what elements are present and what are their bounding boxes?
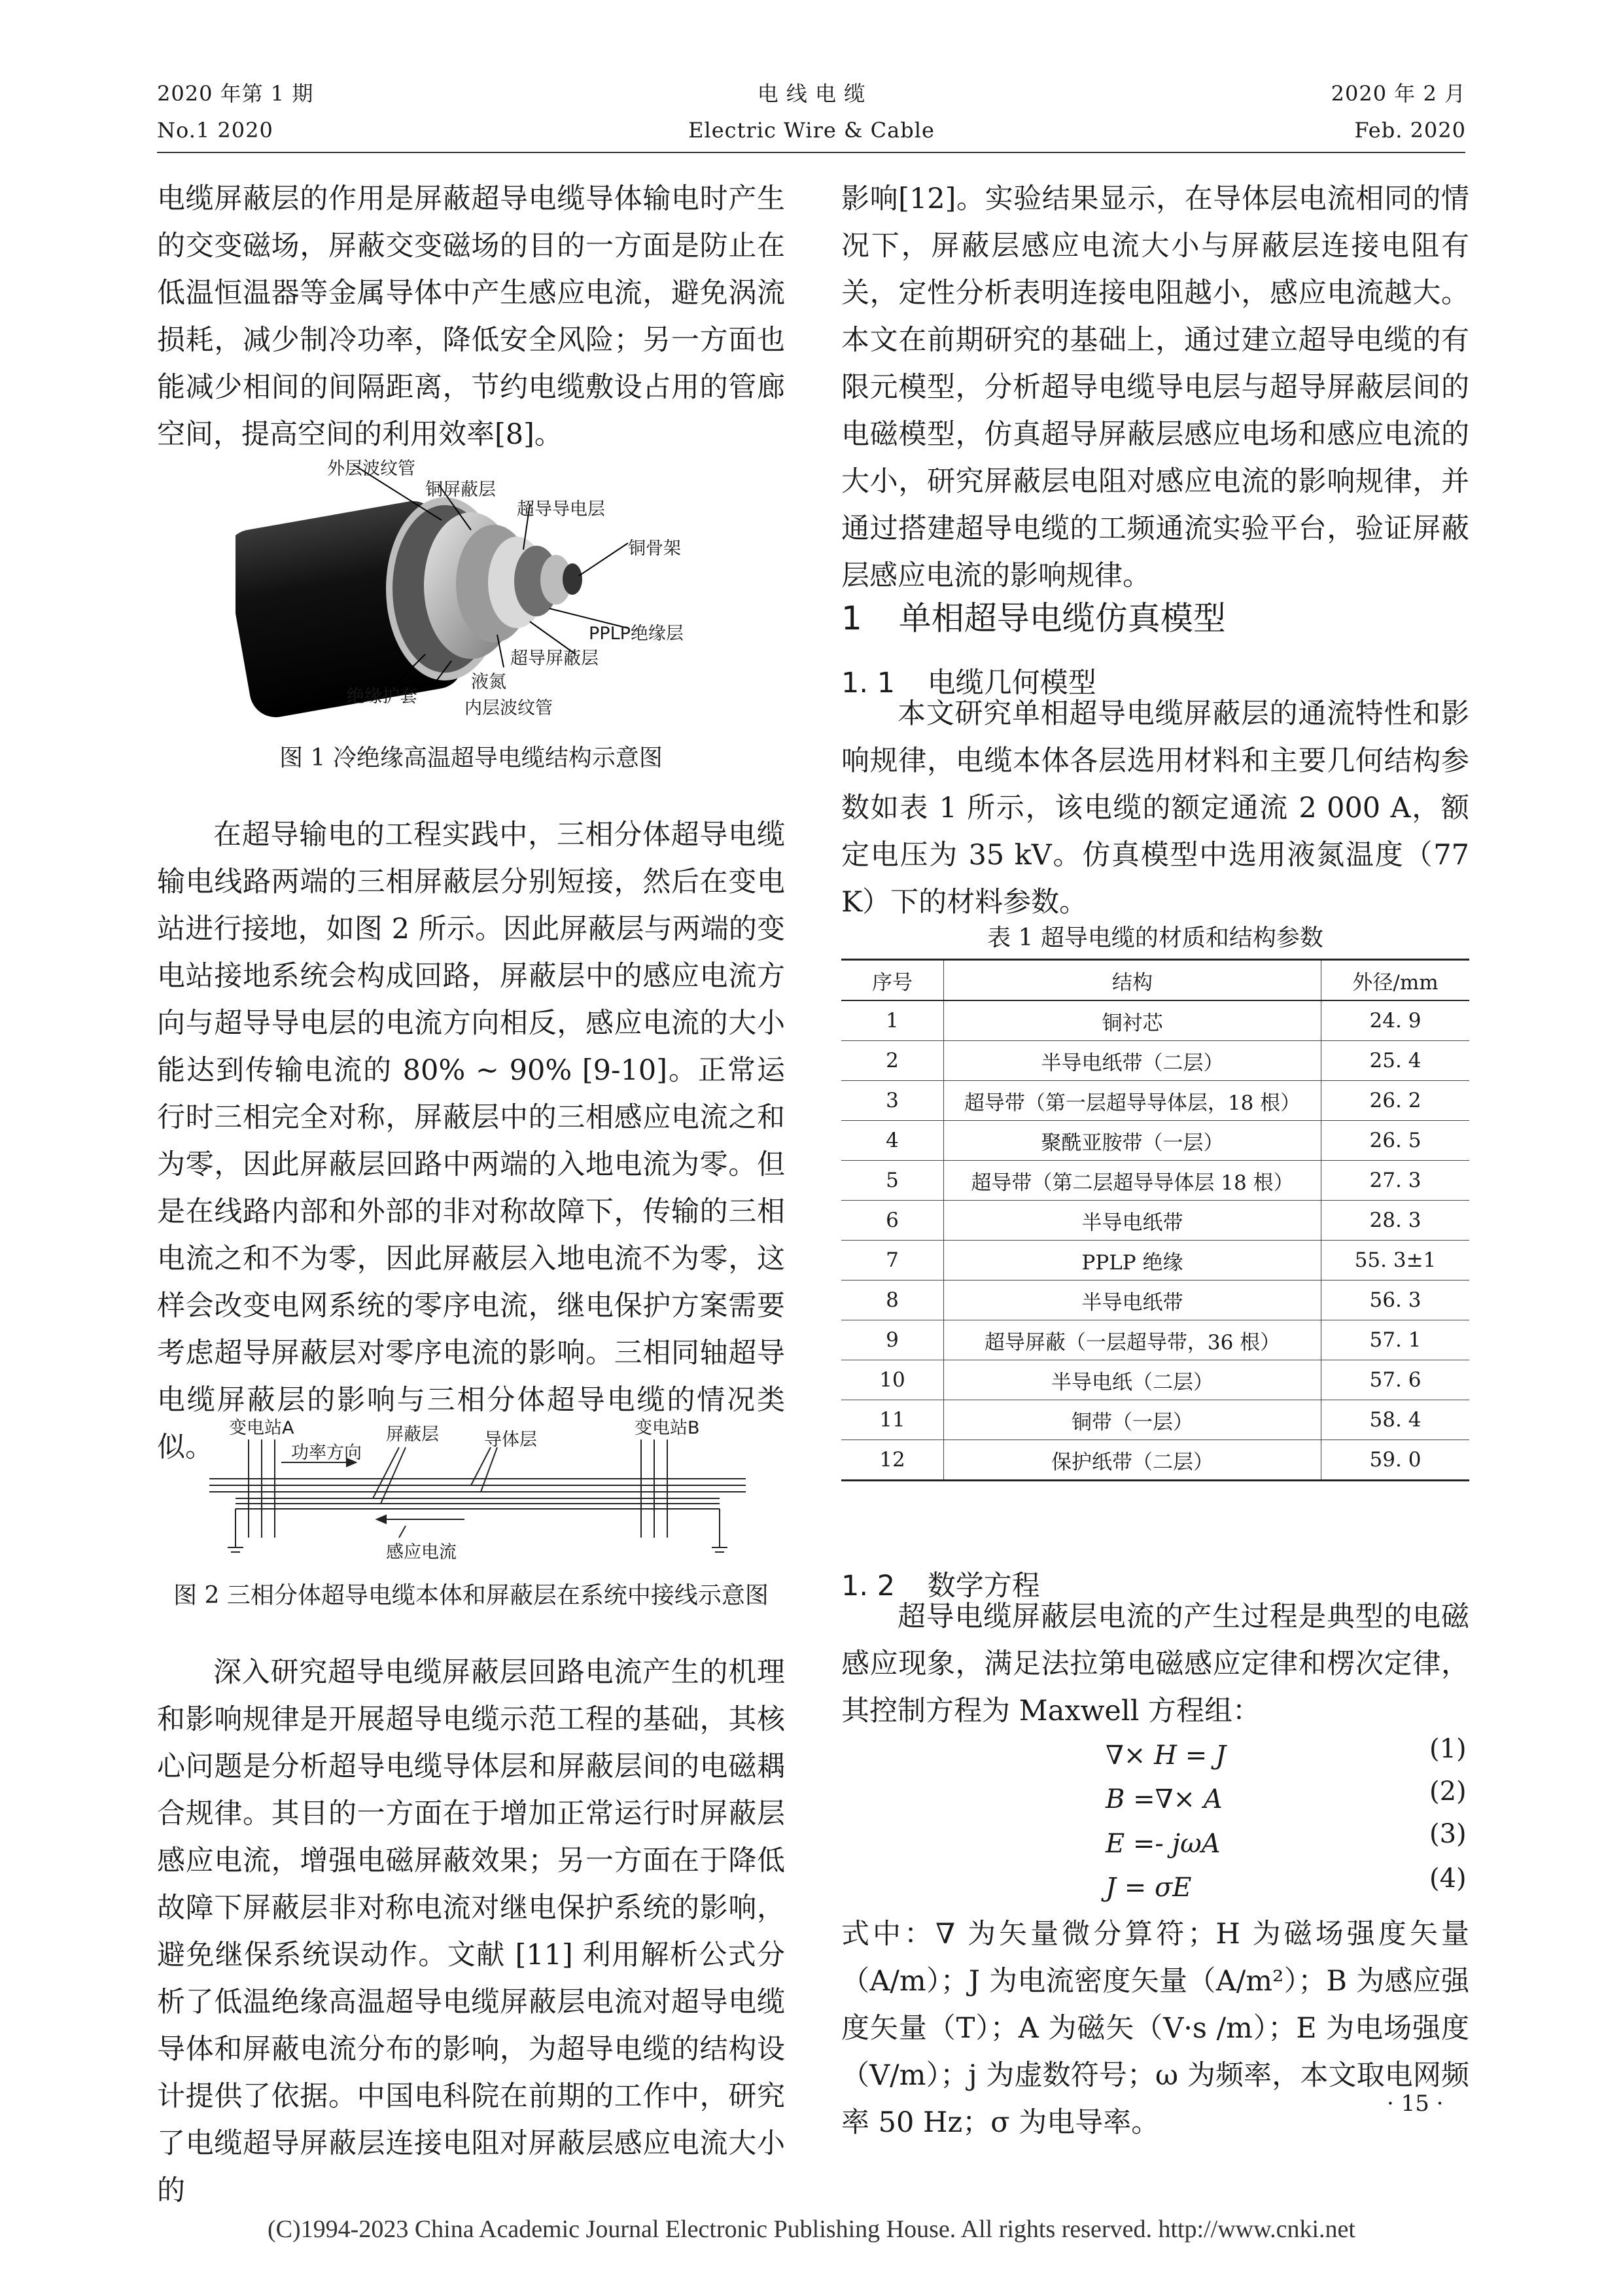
cell-structure: 超导屏蔽（一层超导带，36 根） xyxy=(944,1320,1321,1360)
left-para-3 xyxy=(157,1649,785,2214)
cell-diameter: 26. 5 xyxy=(1321,1121,1470,1161)
cell-index: 1 xyxy=(841,1000,944,1041)
figure-1-caption: 图 1 冷绝缘高温超导电缆结构示意图 xyxy=(279,745,663,771)
equation-1: ∇× H = J xyxy=(1106,1740,1227,1771)
equation-2: B =∇× A xyxy=(1106,1784,1223,1814)
label-induced-current: 感应电流 xyxy=(386,1542,457,1563)
cell-diameter: 58. 4 xyxy=(1321,1400,1470,1440)
section-1-2-number: 1. 2 xyxy=(841,1570,896,1602)
page-number: · 15 · xyxy=(1387,2091,1444,2117)
cell-index: 5 xyxy=(841,1161,944,1201)
cell-diameter: 57. 1 xyxy=(1321,1320,1470,1360)
label-inner-tube: 内层波纹管 xyxy=(464,698,553,718)
table-1-caption: 表 1 超导电缆的材质和结构参数 xyxy=(987,925,1323,951)
cell-structure: 超导带（第二层超导导体层 18 根） xyxy=(944,1161,1321,1201)
col-header-index: 序号 xyxy=(841,960,944,1001)
table-row xyxy=(841,1201,1469,1241)
cell-structure: 铜衬芯 xyxy=(944,1000,1321,1041)
table-row xyxy=(841,1440,1469,1481)
table-row xyxy=(841,1161,1469,1201)
equation-4: J = σE xyxy=(1106,1873,1192,1903)
figure-1 xyxy=(236,445,746,726)
label-substation-b: 变电站B xyxy=(635,1418,700,1438)
cell-diameter: 55. 3±1 xyxy=(1321,1241,1470,1280)
cell-diameter: 28. 3 xyxy=(1321,1201,1470,1241)
copyright-notice: (C)1994-2023 China Academic Journal Electronic Publishing House. All rights reserved. http://www.cnki.net xyxy=(268,2216,1355,2243)
cell-diameter: 26. 2 xyxy=(1321,1081,1470,1121)
label-sc-shield: 超导屏蔽层 xyxy=(510,648,599,669)
cell-diameter: 57. 6 xyxy=(1321,1360,1470,1400)
equation-2-number: (2) xyxy=(1429,1776,1467,1807)
equation-1-number: (1) xyxy=(1429,1734,1467,1764)
cell-index: 4 xyxy=(841,1121,944,1161)
para-previous-work: 影响[12]。实验结果显示，在导体层电流相同的情况下，屏蔽层感应电流大小与屏蔽层连接电阻有关，定性分析表明连接电阻越小，感应电流越大。本文在前期研究的基础上，通过建立超导电缆的有限元模型，分析超导电缆导电层与超导屏蔽层间的电磁模型，仿真超导屏蔽层感应电场和感应电流的大小，研究屏蔽层电阻对感应电流的影响规律，并通过搭建超导电缆的工频通流实验平台，验证屏蔽层感应电流的影响规律。 xyxy=(841,183,1469,592)
cell-index: 10 xyxy=(841,1360,944,1400)
table-row xyxy=(841,1360,1469,1400)
left-para-1 xyxy=(157,175,785,458)
label-shield-layer: 屏蔽层 xyxy=(386,1424,439,1445)
cell-index: 11 xyxy=(841,1400,944,1440)
cell-structure: 半导电纸（二层） xyxy=(944,1360,1321,1400)
table-row xyxy=(841,1121,1469,1161)
figure-2 xyxy=(209,1407,746,1564)
section-1-number: 1 xyxy=(841,599,862,637)
right-para-0 xyxy=(841,175,1469,599)
cell-diameter: 27. 3 xyxy=(1321,1161,1470,1201)
left-para-2 xyxy=(157,811,785,1471)
right-para-1 xyxy=(841,690,1469,926)
figure-2-caption: 图 2 三相分体超导电缆本体和屏蔽层在系统中接线示意图 xyxy=(173,1582,769,1609)
para-symbol-definitions: 式中：∇ 为矢量微分算符；H 为磁场强度矢量（A/m）；J 为电流密度矢量（A/m²）；B 为感应强度矢量（T）；A 为磁矢（V·s /m）；E 为电场强度（V/m）；j 为虚数符号；ω 为频率，本文取电网频率 50 Hz；σ 为电导率。 xyxy=(841,1918,1469,2139)
section-1-1-number: 1. 1 xyxy=(841,667,896,699)
cell-index: 3 xyxy=(841,1081,944,1121)
label-substation-a: 变电站A xyxy=(229,1418,294,1438)
table-row xyxy=(841,1320,1469,1360)
label-power-direction: 功率方向 xyxy=(291,1443,362,1463)
table-row xyxy=(841,1081,1469,1121)
col-header-diameter: 外径/mm xyxy=(1321,960,1470,1001)
section-1-1-title: 电缆几何模型 xyxy=(927,667,1096,699)
header-date-cn: 2020 年 2 月 xyxy=(1331,81,1466,106)
para-geometry-model: 本文研究单相超导电缆屏蔽层的通流特性和影响规律，电缆本体各层选用材料和主要几何结构参数如表 1 所示，该电缆的额定通流 2 000 A，额定电压为 35 kV。仿真模型中选用液氮温度（77 K）下的材料参数。 xyxy=(841,698,1469,919)
material-structure-table xyxy=(841,959,1469,1481)
cell-diameter: 59. 0 xyxy=(1321,1440,1470,1481)
cell-diameter: 25. 4 xyxy=(1321,1041,1470,1081)
table-row xyxy=(841,1000,1469,1041)
header-journal-cn: 电 线 电 缆 xyxy=(757,81,866,106)
header-issue-cn: 2020 年第 1 期 xyxy=(157,81,314,106)
table-row xyxy=(841,1400,1469,1440)
cell-index: 9 xyxy=(841,1320,944,1360)
cell-diameter: 56. 3 xyxy=(1321,1280,1470,1320)
cell-index: 6 xyxy=(841,1201,944,1241)
header-date-en: Feb. 2020 xyxy=(1354,118,1466,143)
header-issue-en: No.1 2020 xyxy=(157,118,273,143)
col-header-structure: 结构 xyxy=(944,960,1321,1001)
para-research-significance: 深入研究超导电缆屏蔽层回路电流产生的机理和影响规律是开展超导电缆示范工程的基础，其核心问题是分析超导电缆导体层和屏蔽层间的电磁耦合规律。其目的一方面在于增加正常运行时屏蔽层感应电流，增强电磁屏蔽效果；另一方面在于降低故障下屏蔽层非对称电流对继电保护系统的影响，避免继保系统误动作。文献 [11] 利用解析公式分析了低温绝缘高温超导电缆屏蔽层电流对超导电缆导体和屏蔽电流分布的影响，为超导电缆的结构设计提供了依据。中国电科院在前期的工作中，研究了电缆超导屏蔽层连接电阻对屏蔽层感应电流大小的 xyxy=(157,1656,785,2207)
label-outer-tube: 外层波纹管 xyxy=(327,459,415,479)
equation-3-number: (3) xyxy=(1429,1819,1467,1849)
label-sc-layer: 超导导电层 xyxy=(517,499,605,520)
label-pplp: PPLP绝缘层 xyxy=(589,624,684,644)
label-insulation-sheath: 绝缘护套 xyxy=(347,686,417,707)
table-1 xyxy=(841,959,1469,1481)
equation-4-number: (4) xyxy=(1429,1863,1467,1894)
table-row xyxy=(841,1241,1469,1280)
section-1-2-title: 数学方程 xyxy=(927,1570,1040,1602)
cell-diameter: 24. 9 xyxy=(1321,1000,1470,1041)
label-ln2: 液氮 xyxy=(471,672,506,692)
cell-index: 12 xyxy=(841,1440,944,1481)
cell-index: 7 xyxy=(841,1241,944,1280)
cell-structure: 半导电纸带 xyxy=(944,1280,1321,1320)
table-header-row xyxy=(841,960,1469,1001)
equation-3: E =- jωA xyxy=(1106,1829,1221,1859)
para-math-equations: 超导电缆屏蔽层电流的产生过程是典型的电磁感应现象，满足法拉第电磁感应定律和楞次定律，其控制方程为 Maxwell 方程组： xyxy=(841,1600,1469,1727)
cell-structure: PPLP 绝缘 xyxy=(944,1241,1321,1280)
label-copper-shield: 铜屏蔽层 xyxy=(425,480,496,500)
label-conductor-layer: 导体层 xyxy=(484,1430,537,1450)
cell-structure: 半导电纸带 xyxy=(944,1201,1321,1241)
cell-structure: 铜带（一层） xyxy=(944,1400,1321,1440)
para-engineering-practice: 在超导输电的工程实践中，三相分体超导电缆输电线路两端的三相屏蔽层分别短接，然后在变电站进行接地，如图 2 所示。因此屏蔽层与两端的变电站接地系统会构成回路，屏蔽层中的感应电流方向与超导导电层的电流方向相反，感应电流的大小能达到传输电流的 80% ~ 90% [9-10]。正常运行时三相完全对称，屏蔽层中的三相感应电流之和为零，因此屏蔽层回路中两端的入地电流为零。但是在线路内部和外部的非对称故障下，传输的三相电流之和不为零，因此屏蔽层入地电流不为零，这样会改变电网系统的零序电流，继电保护方案需要考虑超导屏蔽层对零序电流的影响。三相同轴超导电缆屏蔽层的影响与三相分体超导电缆的情况类似。 xyxy=(157,819,785,1464)
table-row xyxy=(841,1041,1469,1081)
header-rule xyxy=(157,152,1465,153)
cell-index: 8 xyxy=(841,1280,944,1320)
table-row xyxy=(841,1280,1469,1320)
label-copper-core: 铜骨架 xyxy=(628,539,681,559)
cell-structure: 聚酰亚胺带（一层） xyxy=(944,1121,1321,1161)
cell-structure: 超导带（第一层超导导体层，18 根） xyxy=(944,1081,1321,1121)
header-journal-en: Electric Wire & Cable xyxy=(688,118,935,143)
right-para-3 xyxy=(841,1911,1469,2146)
para-shield-purpose: 电缆屏蔽层的作用是屏蔽超导电缆导体输电时产生的交变磁场，屏蔽交变磁场的目的一方面是防止在低温恒温器等金属导体中产生感应电流，避免涡流损耗，减少制冷功率，降低安全风险；另一方面也能减少相间的间隔距离，节约电缆敷设占用的管廊空间，提高空间的利用效率[8]。 xyxy=(157,183,785,451)
cell-structure: 保护纸带（二层） xyxy=(944,1440,1321,1481)
section-1-title: 单相超导电缆仿真模型 xyxy=(898,599,1226,637)
section-1-heading xyxy=(841,592,1226,639)
cell-structure: 半导电纸带（二层） xyxy=(944,1041,1321,1081)
cell-index: 2 xyxy=(841,1041,944,1081)
right-para-2 xyxy=(841,1593,1469,1735)
